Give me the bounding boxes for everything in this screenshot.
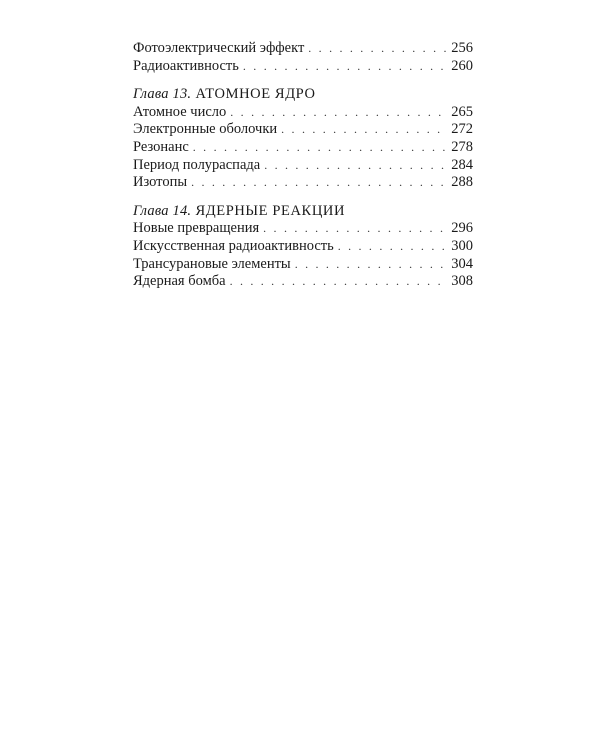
toc-entry [133, 121, 473, 139]
toc-entry-page: 296 [451, 220, 473, 237]
dot-leader [191, 174, 448, 192]
chapter-heading [133, 203, 473, 221]
toc-entry-title: Электронные оболочки [133, 121, 278, 138]
chapter-label: Глава 14. [133, 202, 192, 219]
dot-leader [263, 220, 448, 238]
toc-entry [133, 273, 473, 291]
dot-leader [338, 238, 448, 256]
toc-entry [133, 174, 473, 192]
toc-entry-title: Новые превращения [133, 220, 260, 237]
dot-leader [281, 121, 448, 139]
dot-leader [243, 58, 448, 76]
toc-entry-title: Фотоэлектрический эффект [133, 40, 305, 56]
toc-entry [133, 238, 473, 256]
chapter-heading [133, 86, 473, 104]
toc-entry-title: Ядерная бомба [133, 273, 226, 290]
chapter-title: ЯДЕРНЫЕ РЕАКЦИИ [195, 202, 346, 219]
toc-entry-title: Изотопы [133, 174, 188, 191]
dot-leader [230, 273, 448, 291]
toc-entry-title: Трансурановые элементы [133, 255, 291, 272]
chapter-title: АТОМНОЕ ЯДРО [195, 86, 316, 103]
dot-leader [308, 40, 448, 58]
toc-entry-page: 278 [451, 138, 473, 155]
toc-entry [133, 220, 473, 238]
dot-leader [230, 104, 448, 122]
chapter-label: Глава 13. [133, 86, 192, 103]
toc-entry [133, 157, 473, 175]
toc-entry-page: 288 [451, 174, 473, 191]
toc-entry-title: Резонанс [133, 138, 189, 155]
toc-entry-page: 272 [451, 121, 473, 138]
toc-entry-page: 308 [451, 273, 473, 290]
toc-entry [133, 256, 473, 274]
toc-entry-title: Радиоактивность [133, 57, 239, 74]
toc-entry [133, 40, 473, 58]
table-of-contents [133, 40, 473, 291]
toc-entry [133, 139, 473, 157]
dot-leader [295, 256, 448, 274]
toc-entry-title: Искусственная радиоактивность [133, 237, 334, 254]
toc-entry-page: 256 [451, 40, 473, 56]
dot-leader [193, 139, 448, 157]
toc-entry [133, 104, 473, 122]
dot-leader [264, 157, 448, 175]
toc-entry-page: 284 [451, 156, 473, 173]
toc-entry-page: 304 [451, 255, 473, 272]
toc-entry-title: Период полураспада [133, 156, 261, 173]
toc-entry-page: 265 [451, 103, 473, 120]
toc-entry [133, 58, 473, 76]
toc-entry-title: Атомное число [133, 103, 227, 120]
toc-entry-page: 300 [451, 237, 473, 254]
toc-entry-page: 260 [451, 57, 473, 74]
